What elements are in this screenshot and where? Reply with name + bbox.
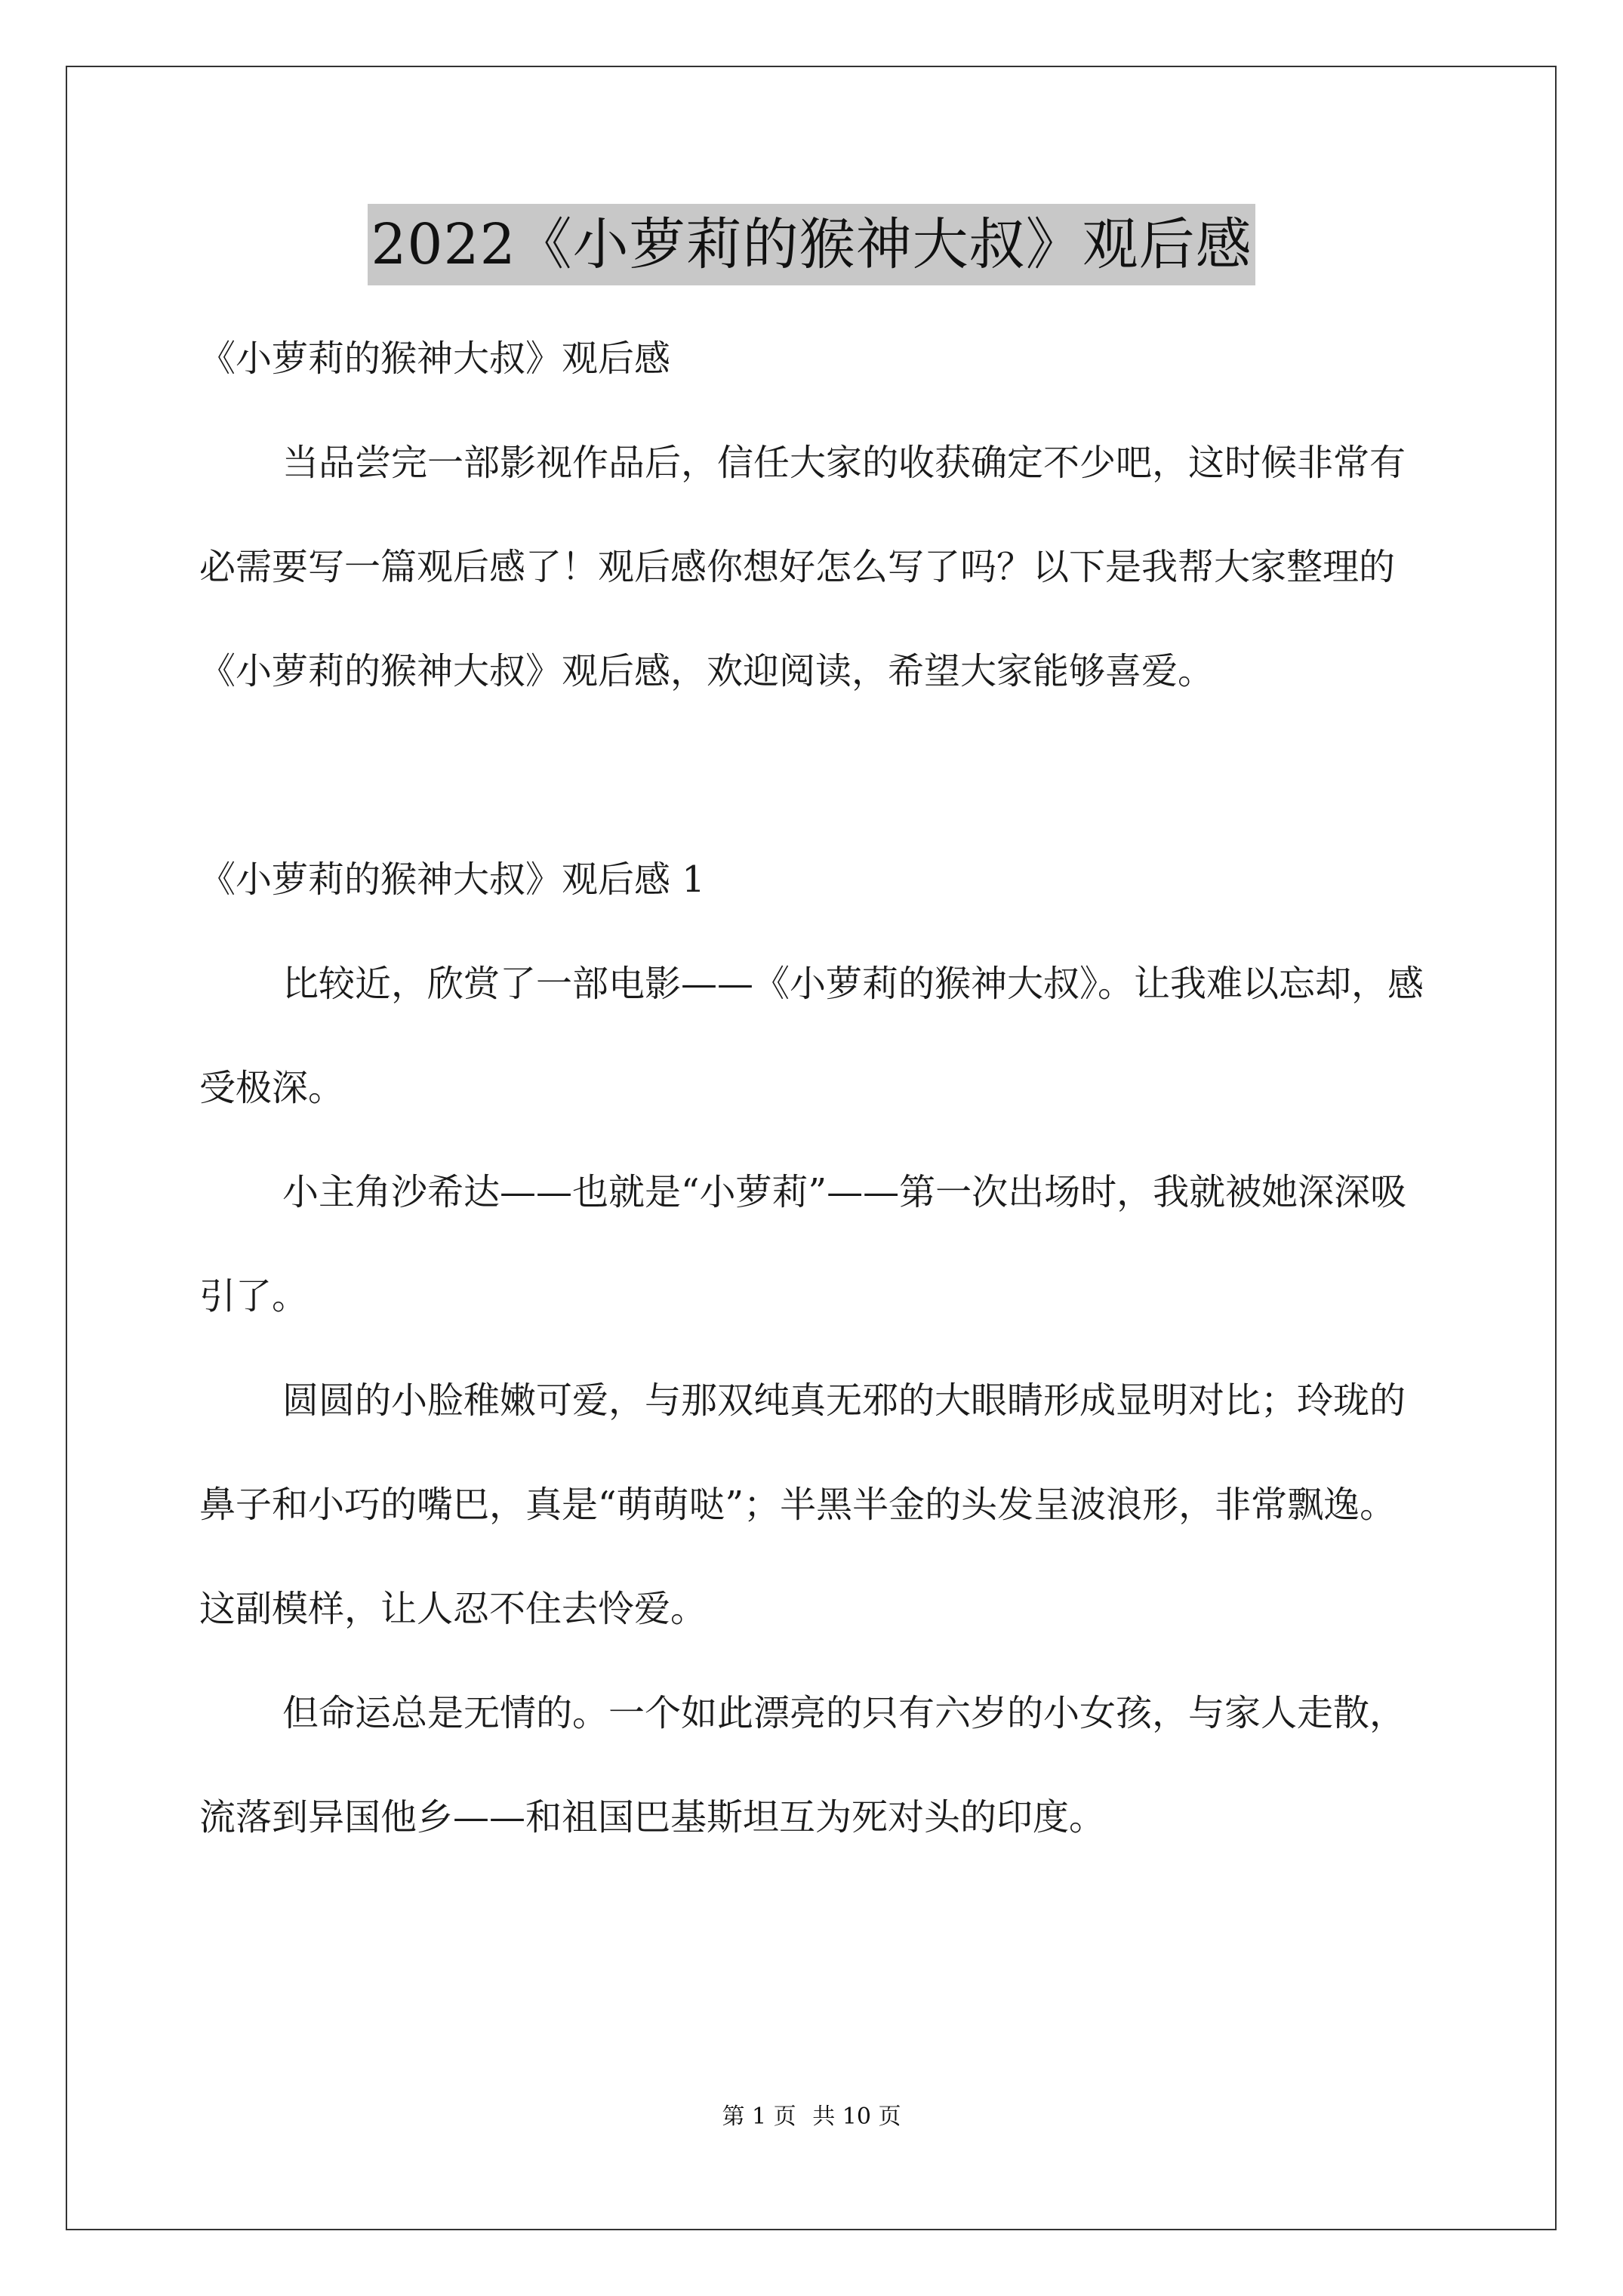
document-body: [199, 307, 1430, 1869]
section-heading: 《小萝莉的猴神大叔》观后感: [199, 337, 671, 380]
paragraph: 圆圆的小脸稚嫩可爱，与那双纯真无邪的大眼睛形成显明对比；玲珑的鼻子和小巧的嘴巴，真是“萌萌哒”；半黑半金的头发呈波浪形，非常飘逸。这副模样，让人忍不住去怜爱。: [199, 1379, 1406, 1630]
page-total: 共 10 页: [812, 2103, 901, 2130]
title-area: [0, 204, 1623, 285]
paragraph: 小主角沙希达——也就是“小萝莉”——第一次出场时，我就被她深深吸引了。: [199, 1171, 1407, 1318]
section-heading: 《小萝莉的猴神大叔》观后感 1: [199, 858, 705, 901]
paragraph: 当品尝完一部影视作品后，信任大家的收获确定不少吧，这时候非常有必需要写一篇观后感了！观后感你想好怎么写了吗？以下是我帮大家整理的《小萝莉的猴神大叔》观后感，欢迎阅读，希望大家能够喜爱。: [199, 442, 1406, 692]
paragraph: 但命运总是无情的。一个如此漂亮的只有六岁的小女孩，与家人走散，流落到异国他乡——和祖国巴基斯坦互为死对头的印度。: [199, 1692, 1406, 1838]
page-number: 第 1 页: [722, 2103, 796, 2130]
page-footer: [0, 2102, 1623, 2132]
paragraph: 比较近，欣赏了一部电影——《小萝莉的猴神大叔》。让我难以忘却，感受极深。: [199, 963, 1424, 1109]
blank-line: [199, 723, 1430, 827]
document-title: 2022《小萝莉的猴神大叔》观后感: [368, 204, 1255, 285]
